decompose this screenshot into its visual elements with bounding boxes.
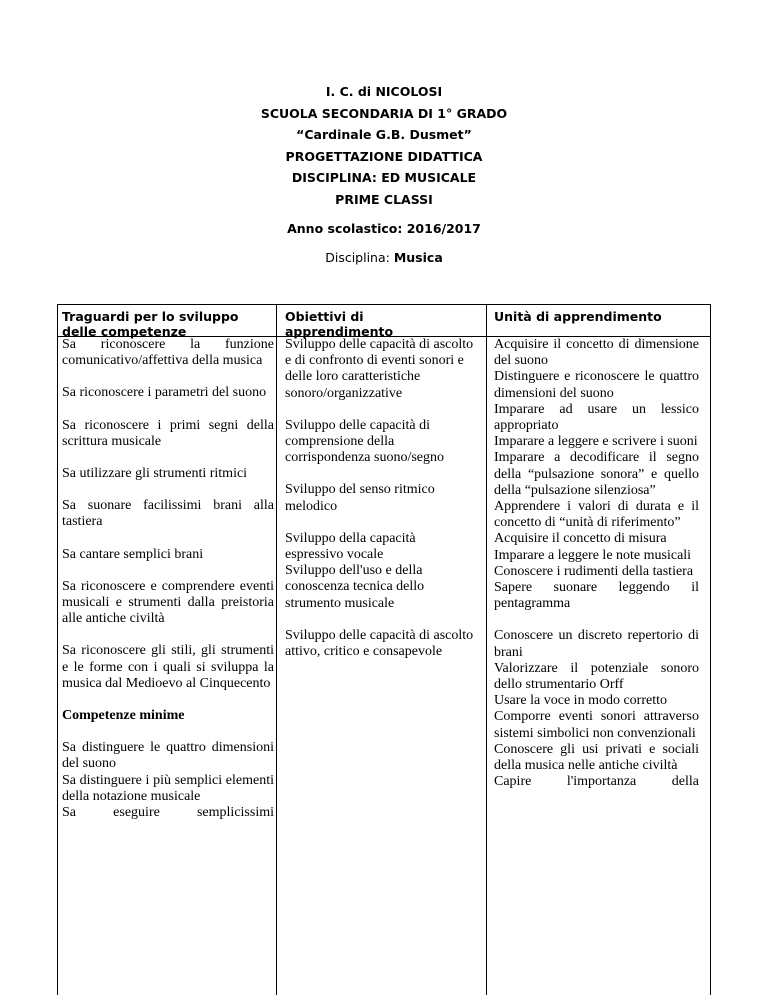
unita-item: Comporre eventi sonori attraverso sistemi simbolici non convenzionali	[494, 709, 699, 741]
header-line-school: I. C. di NICOLOSI	[325, 84, 443, 99]
discipline-line	[0, 250, 768, 265]
obiettivi-column	[285, 337, 475, 660]
discipline-value: Musica	[393, 250, 443, 265]
unita-item: Distinguere e riconoscere le quattro dimensioni del suono	[494, 369, 699, 401]
traguardo-item: Sa utilizzare gli strumenti ritmici	[62, 466, 248, 482]
school-header	[0, 81, 768, 210]
obiettivo-item: Sviluppo delle capacità di comprensione della corrispondenza suono/segno	[285, 417, 445, 466]
unita-item: Conoscere i rudimenti della tastiera	[494, 563, 694, 579]
unita-item: Capire l'importanza della	[494, 774, 699, 790]
unita-item: Usare la voce in modo corretto	[494, 693, 667, 709]
column-divider	[486, 305, 487, 995]
minimum-competence-item: Sa distinguere i più semplici elementi della notazione musicale	[62, 772, 274, 804]
unita-item: Conoscere gli usi privati e sociali della musica nelle antiche civiltà	[494, 741, 699, 774]
traguardo-item: Sa riconoscere i parametri del suono	[62, 385, 267, 401]
unita-item: Valorizzare il potenziale sonoro dello strumentario Orff	[494, 660, 699, 693]
unita-item: Imparare ad usare un lessico appropriato	[494, 401, 699, 434]
obiettivo-item: Sviluppo dell'uso e della conoscenza tecnica dello strumento musicale	[285, 563, 425, 611]
unita-item: Acquisire il concetto di misura	[494, 531, 667, 547]
unita-column	[494, 337, 699, 790]
header-line-discipline: DISCIPLINA: ED MUSICALE	[291, 170, 477, 185]
header-line-title: PROGETTAZIONE DIDATTICA	[285, 148, 483, 164]
header-line-grade: SCUOLA SECONDARIA DI 1° GRADO	[260, 105, 508, 121]
traguardo-item: Sa riconoscere e comprendere eventi musicali e strumenti dalla preistoria alle antiche civiltà	[62, 578, 274, 627]
traguardo-item: Sa suonare facilissimi brani alla tastiera	[62, 498, 274, 530]
obiettivo-item: Sviluppo delle capacità di ascolto e di confronto di eventi sonori e delle loro caratteristiche sonoro/organizzative	[285, 337, 474, 401]
unita-item: Acquisire il concetto di dimensione del suono	[494, 337, 699, 369]
obiettivo-item: Sviluppo delle capacità di ascolto attivo, critico e consapevole	[285, 627, 474, 660]
minimum-competence-item: Sa distinguere le quattro dimensioni del suono	[62, 740, 274, 772]
unita-item: Imparare a decodificare il segno della “pulsazione sonora” e quello della “pulsazione silenziosa”	[494, 450, 699, 498]
unita-item: Conoscere un discreto repertorio di brani	[494, 628, 699, 660]
minimum-competences-title: Competenze minime	[62, 708, 185, 724]
school-year: Anno scolastico: 2016/2017	[287, 221, 481, 236]
unita-item: Imparare a leggere le note musicali	[494, 547, 692, 563]
discipline-label: Disciplina:	[325, 250, 390, 265]
unita-item: Sapere suonare leggendo il pentagramma	[494, 580, 699, 612]
header-unita: Unità di apprendimento	[494, 309, 662, 324]
unita-item: Apprendere i valori di durata e il concetto di “unità di riferimento”	[494, 499, 699, 531]
traguardo-item: Sa riconoscere i primi segni della scrittura musicale	[62, 417, 274, 449]
column-divider	[276, 305, 277, 995]
header-line-classes: PRIME CLASSI	[335, 191, 433, 207]
obiettivo-item: Sviluppo della capacità espressivo vocale	[285, 530, 416, 563]
obiettivo-item: Sviluppo del senso ritmico melodico	[285, 482, 435, 514]
header-line-name: “Cardinale G.B. Dusmet”	[296, 127, 472, 142]
traguardi-column	[62, 337, 274, 821]
curriculum-table	[57, 304, 711, 995]
traguardo-item: Sa cantare semplici brani	[62, 546, 204, 562]
minimum-competence-item: Sa eseguire semplicissimi	[62, 805, 274, 821]
header-obiettivi: Obiettivi di apprendimento	[285, 309, 394, 339]
unita-item: Imparare a leggere e scrivere i suoni	[494, 434, 698, 450]
header-traguardi: Traguardi per lo sviluppo delle competenze	[62, 309, 239, 339]
traguardo-item: Sa riconoscere la funzione comunicativo/affettiva della musica	[62, 337, 274, 369]
traguardo-item: Sa riconoscere gli stili, gli strumenti e le forme con i quali si sviluppa la musica dal Medioevo al Cinquecento	[62, 643, 274, 691]
